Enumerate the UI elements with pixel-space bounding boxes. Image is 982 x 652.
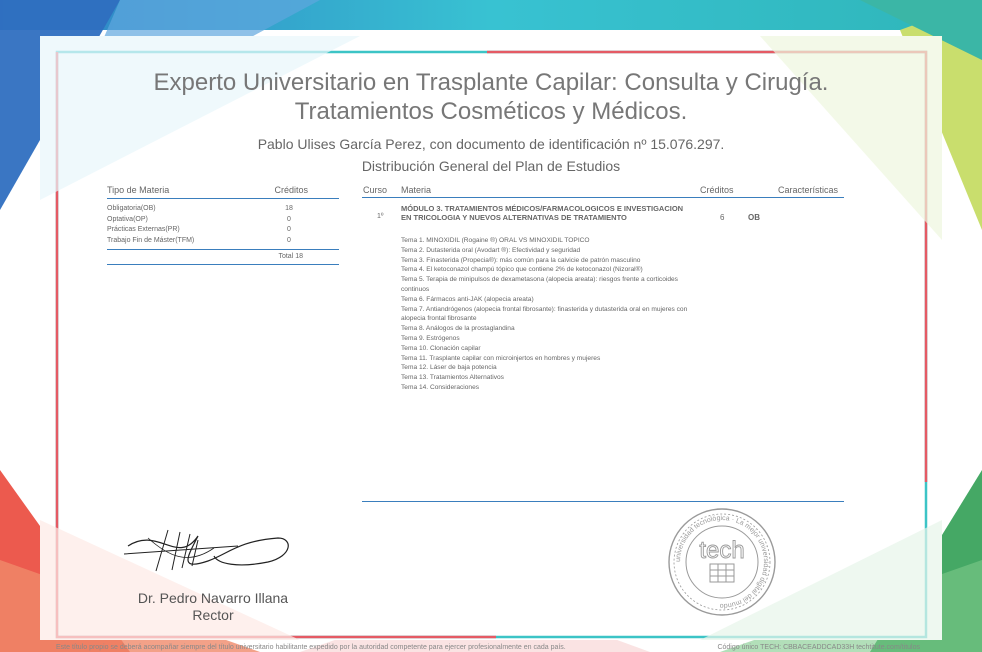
topic-item: Tema 8. Análogos de la prostaglandina (401, 325, 515, 333)
topic-item: Tema 14. Consideraciones (401, 383, 480, 391)
distribution-heading: Distribución General del Plan de Estudios (361, 158, 621, 174)
course-year: 1º (377, 213, 384, 220)
header-type: Tipo de Materia (107, 185, 170, 195)
subjects-header (362, 185, 844, 198)
footer-code: Código único TECH: CBBACEADDCAD33H techtitute.com/titulos (717, 644, 920, 651)
summary-header (107, 185, 339, 199)
topic-item: Tema 7. Antiandrógenos (alopecia frontal fibrosante): finasterida y dutasterida oral en mujeres con alopecia frontal fibrosante (401, 305, 688, 323)
row-label: Optativa(OP) (107, 215, 148, 223)
topic-list (401, 236, 691, 393)
topic-item: Tema 9. Estrógenos (401, 334, 460, 342)
summary-row (107, 225, 339, 236)
row-label: Prácticas Externas(PR) (107, 226, 180, 233)
summary-rows (107, 199, 339, 250)
row-label: Obligatoria(OB) (107, 205, 156, 212)
seal-ring-text: universidad tecnológica · La mejor universidad digital del mundo (674, 514, 770, 610)
summary-row (107, 236, 339, 247)
topic-item: Tema 11. Trasplante capilar con microinjertos en hombres y mujeres (401, 354, 601, 362)
row-value: 0 (287, 226, 291, 233)
title-line-2: Tratamientos Cosméticos y Médicos. (294, 98, 688, 125)
header-materia: Materia (401, 185, 432, 195)
row-label: Trabajo Fin de Máster(TFM) (107, 236, 195, 244)
seal-wordmark: tech (699, 537, 745, 564)
header-credits: Créditos (274, 185, 308, 195)
signatory-name: Dr. Pedro Navarro Illana (137, 590, 289, 606)
summary-row (107, 204, 339, 215)
title-line-1: Experto Universitario en Trasplante Capilar: Consulta y Cirugía. (153, 69, 829, 96)
holder-statement: Pablo Ulises García Perez, con documento de identificación nº 15.076.297. (257, 136, 725, 152)
signatory-role: Rector (192, 607, 234, 623)
certificate-title (40, 68, 942, 126)
topic-item: Tema 10. Clonación capilar (401, 344, 481, 352)
topic-item: Tema 12. Láser de baja potencia (401, 364, 497, 372)
topic-item: Tema 6. Fármacos anti-JAK (alopecia areata) (401, 295, 534, 303)
credit-summary-table (107, 185, 339, 265)
topic-item: Tema 4. El ketoconazol champú tópico que contiene 2% de ketoconazol (Nizoral®) (401, 266, 643, 274)
table-bottom-rule (362, 501, 844, 502)
row-value: 18 (285, 205, 293, 212)
topic-item: Tema 1. MINOXIDIL (Rogaine ®) ORAL VS MINOXIDIL TOPICO (401, 237, 590, 244)
module-type: OB (748, 213, 760, 222)
module-title: MÓDULO 3. TRATAMIENTOS MÉDICOS/FARMACOLOGICOS E INVESTIGACION EN TRICOLOGIA Y NUEVOS ALTERNATIVAS DE TRATAMIENTO (401, 204, 684, 222)
module-credits: 6 (720, 213, 725, 222)
row-value: 0 (287, 215, 291, 223)
topic-item: Tema 2. Dutasterida oral (Avodart ®): Efectividad y seguridad (401, 246, 581, 254)
topic-item: Tema 5. Terapia de minipulsos de dexametasona (alopecia areata): riesgos frente a corticoides continuos (401, 276, 678, 293)
signatory-block (113, 590, 313, 624)
topic-item: Tema 13. Tratamientos Alternativos (401, 374, 504, 382)
rector-signature (118, 516, 298, 582)
summary-row (107, 215, 339, 226)
row-value: 0 (287, 236, 291, 244)
subjects-table (362, 185, 844, 391)
header-creditos: Créditos (700, 185, 734, 195)
topic-item: Tema 3. Finasterida (Propecia®): más común para la calvicie de patrón masculino (401, 256, 641, 264)
footer-legal-note: Este título propio se deberá acompañar siempre del título universitario habilitante expedido por la autoridad competente para ejercer profesionalmente en cada país. (56, 644, 566, 651)
university-seal (666, 506, 778, 618)
header-caracteristicas: Características (778, 185, 839, 195)
summary-total: Total 18 (107, 250, 339, 265)
header-curso: Curso (363, 185, 388, 195)
